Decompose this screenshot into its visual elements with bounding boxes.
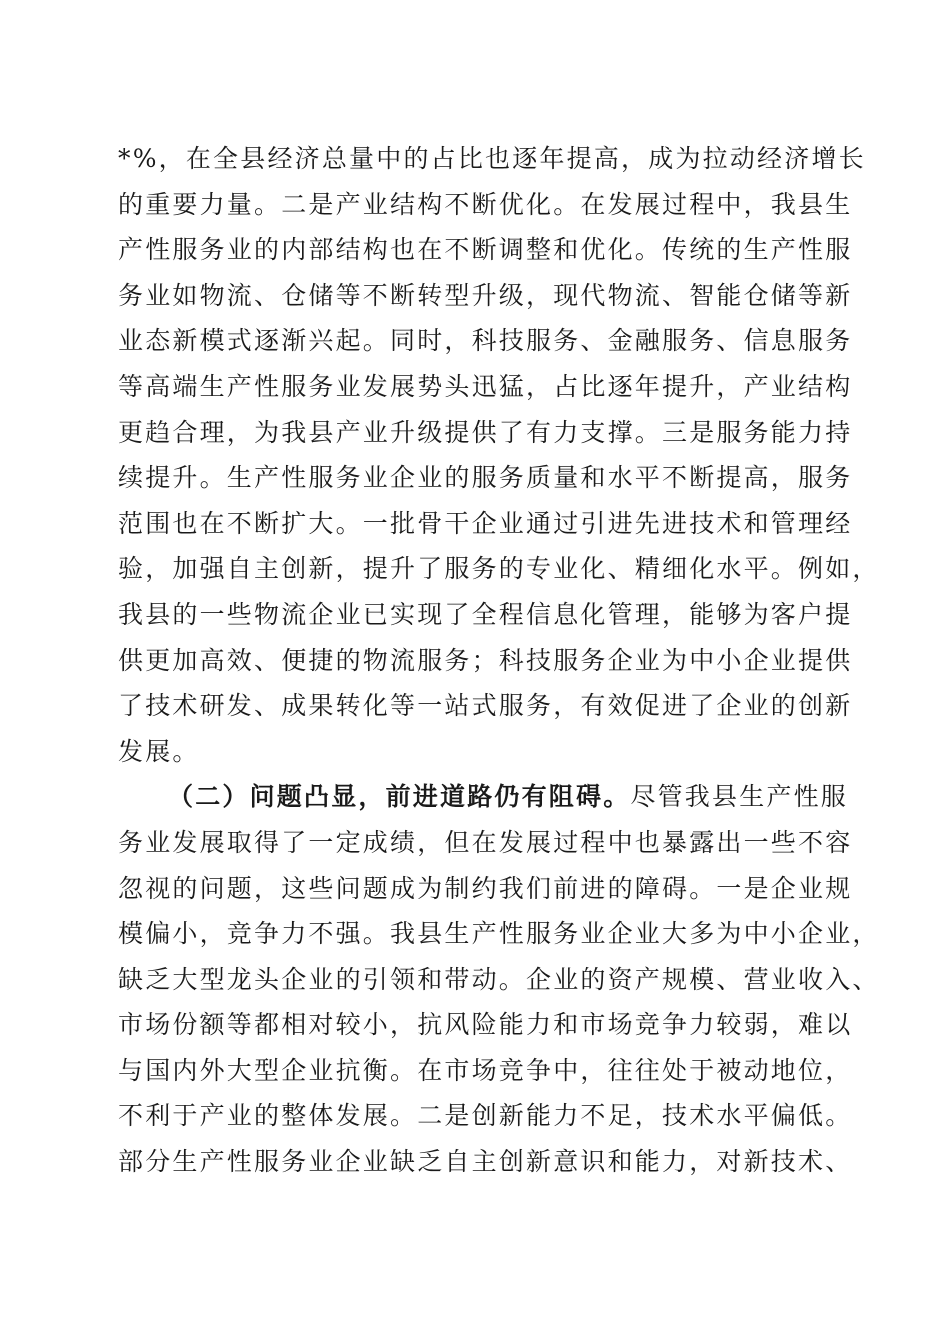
paragraph-line: 业态新模式逐渐兴起。同时，科技服务、金融服务、信息服务: [118, 326, 853, 356]
paragraph-first-line: [118, 774, 849, 820]
paragraph-line: 模偏小，竞争力不强。我县生产性服务业企业大多为中小企业，: [118, 919, 880, 949]
paragraph-line: 务业如物流、仓储等不断转型升级，现代物流、智能仓储等新: [118, 280, 853, 310]
paragraph-line: 不利于产业的整体发展。二是创新能力不足，技术水平偏低。: [118, 1101, 853, 1131]
paragraph-industry-development: [118, 136, 880, 774]
paragraph-problems: [118, 774, 880, 1184]
paragraph-line: 续提升。生产性服务业企业的服务质量和水平不断提高，服务: [118, 463, 853, 493]
paragraph-line: 忽视的问题，这些问题成为制约我们前进的障碍。一是企业规: [118, 873, 853, 903]
paragraph-line: 了技术研发、成果转化等一站式服务，有效促进了企业的创新: [118, 691, 853, 721]
section-heading: （二）问题凸显，前进道路仍有阻碍。: [168, 782, 631, 812]
paragraph-line: 务业发展取得了一定成绩，但在发展过程中也暴露出一些不容: [118, 827, 853, 857]
paragraph-line: 与国内外大型企业抗衡。在市场竞争中，往往处于被动地位，: [118, 1055, 853, 1085]
paragraph-line: 供更加高效、便捷的物流服务；科技服务企业为中小企业提供: [118, 645, 853, 675]
paragraph-line: 等高端生产性服务业发展势头迅猛，占比逐年提升，产业结构: [118, 371, 853, 401]
paragraph-line: 的重要力量。二是产业结构不断优化。在发展过程中，我县生: [118, 189, 853, 219]
paragraph-line: 缺乏大型龙头企业的引领和带动。企业的资产规模、营业收入、: [118, 964, 880, 994]
paragraph-line: 范围也在不断扩大。一批骨干企业通过引进先进技术和管理经: [118, 508, 853, 538]
paragraph-line: 发展。: [118, 736, 200, 766]
paragraph-line: 部分生产性服务业企业缺乏自主创新意识和能力，对新技术、: [118, 1147, 853, 1177]
paragraph-line: 我县的一些物流企业已实现了全程信息化管理，能够为客户提: [118, 599, 853, 629]
document-body: [118, 136, 880, 1185]
paragraph-line: *%，在全县经济总量中的占比也逐年提高，成为拉动经济增长: [118, 144, 866, 173]
paragraph-line: 产性服务业的内部结构也在不断调整和优化。传统的生产性服: [118, 235, 853, 265]
paragraph-line: 更趋合理，为我县产业升级提供了有力支撑。三是服务能力持: [118, 417, 853, 447]
paragraph-line: 市场份额等都相对较小，抗风险能力和市场竞争力较弱，难以: [118, 1010, 853, 1040]
paragraph-line: 验，加强自主创新，提升了服务的专业化、精细化水平。例如，: [118, 554, 880, 584]
paragraph-text: 尽管我县生产性服: [630, 782, 849, 812]
